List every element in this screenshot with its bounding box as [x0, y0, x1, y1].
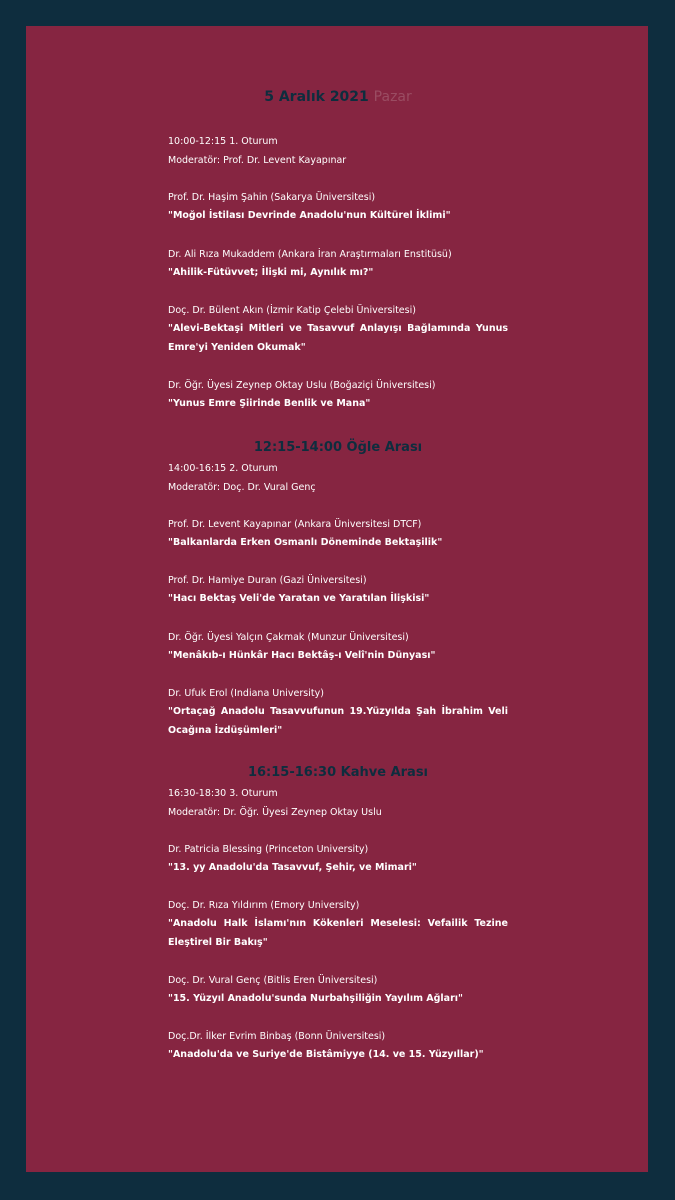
program-panel [26, 26, 648, 1172]
talk-title: "Moğol İstilası Devrinde Anadolu'nun Kültürel İklimi" [168, 210, 451, 221]
talk-speaker: Doç. Dr. Vural Genç (Bitlis Eren Üniversitesi) [168, 975, 378, 986]
talk-title: "Anadolu Halk İslamı'nın Kökenleri Meselesi: Vefailik Tezine Eleştirel Bir Bakış" [168, 918, 508, 948]
talk-title: "Balkanlarda Erken Osmanlı Döneminde Bektaşilik" [168, 537, 443, 548]
coffee-break-heading: 16:15-16:30 Kahve Arası [247, 765, 429, 780]
day-date: 5 Aralık 2021 [264, 89, 369, 105]
talk-title: "Hacı Bektaş Veli'de Yaratan ve Yaratılan İlişkisi" [168, 593, 430, 604]
talk-speaker: Doç.Dr. İlker Evrim Binbaş (Bonn Üniversitesi) [168, 1031, 386, 1042]
talk-title: "Yunus Emre Şiirinde Benlik ve Mana" [168, 398, 371, 409]
talk-title: "15. Yüzyıl Anadolu'sunda Nurbahşiliğin Yayılım Ağları" [168, 993, 463, 1004]
talk-speaker: Doç. Dr. Bülent Akın (İzmir Katip Çelebi Üniversitesi) [168, 305, 416, 316]
talk-speaker: Prof. Dr. Haşim Şahin (Sakarya Üniversitesi) [168, 192, 376, 203]
talk-speaker: Dr. Ufuk Erol (Indiana University) [168, 688, 324, 699]
session-3-moderator: Moderatör: Dr. Öğr. Üyesi Zeynep Oktay Uslu [168, 807, 382, 818]
talk-title: "Ortaçağ Anadolu Tasavvufunun 19.Yüzyılda Şah İbrahim Veli Ocağına İzdüşümleri" [168, 706, 508, 736]
talk-title: "13. yy Anadolu'da Tasavvuf, Şehir, ve Mimari" [168, 862, 417, 873]
talk-title: "Ahilik-Fütüvvet; İlişki mi, Aynılık mı?" [168, 267, 374, 278]
talk-speaker: Dr. Öğr. Üyesi Zeynep Oktay Uslu (Boğaziçi Üniversitesi) [168, 380, 436, 391]
session-2-header: 14:00-16:15 2. Oturum [168, 463, 278, 474]
talk-speaker: Dr. Ali Rıza Mukaddem (Ankara İran Araştırmaları Enstitüsü) [168, 249, 452, 260]
session-2-moderator: Moderatör: Doç. Dr. Vural Genç [168, 482, 316, 493]
talk-title: "Menâkıb-ı Hünkâr Hacı Bektâş-ı Velî'nin Dünyası" [168, 650, 436, 661]
talk-speaker: Dr. Patricia Blessing (Princeton University) [168, 844, 369, 855]
talk-speaker: Prof. Dr. Levent Kayapınar (Ankara Üniversitesi DTCF) [168, 519, 422, 530]
session-1-moderator: Moderatör: Prof. Dr. Levent Kayapınar [168, 155, 347, 166]
talk-title: "Anadolu'da ve Suriye'de Bistâmiyye (14. ve 15. Yüzyıllar)" [168, 1049, 484, 1060]
talk-speaker: Prof. Dr. Hamiye Duran (Gazi Üniversitesi) [168, 575, 367, 586]
talk-title: "Alevi-Bektaşi Mitleri ve Tasavvuf Anlayışı Bağlamında Yunus Emre'yi Yeniden Okumak" [168, 323, 508, 353]
day-weekday: Pazar [373, 89, 412, 105]
lunch-break-heading: 12:15-14:00 Öğle Arası [253, 440, 423, 455]
session-1-header: 10:00-12:15 1. Oturum [168, 136, 278, 147]
day-heading [168, 89, 508, 105]
talk-speaker: Dr. Öğr. Üyesi Yalçın Çakmak (Munzur Üniversitesi) [168, 632, 409, 643]
session-3-header: 16:30-18:30 3. Oturum [168, 788, 278, 799]
talk-speaker: Doç. Dr. Rıza Yıldırım (Emory University) [168, 900, 360, 911]
